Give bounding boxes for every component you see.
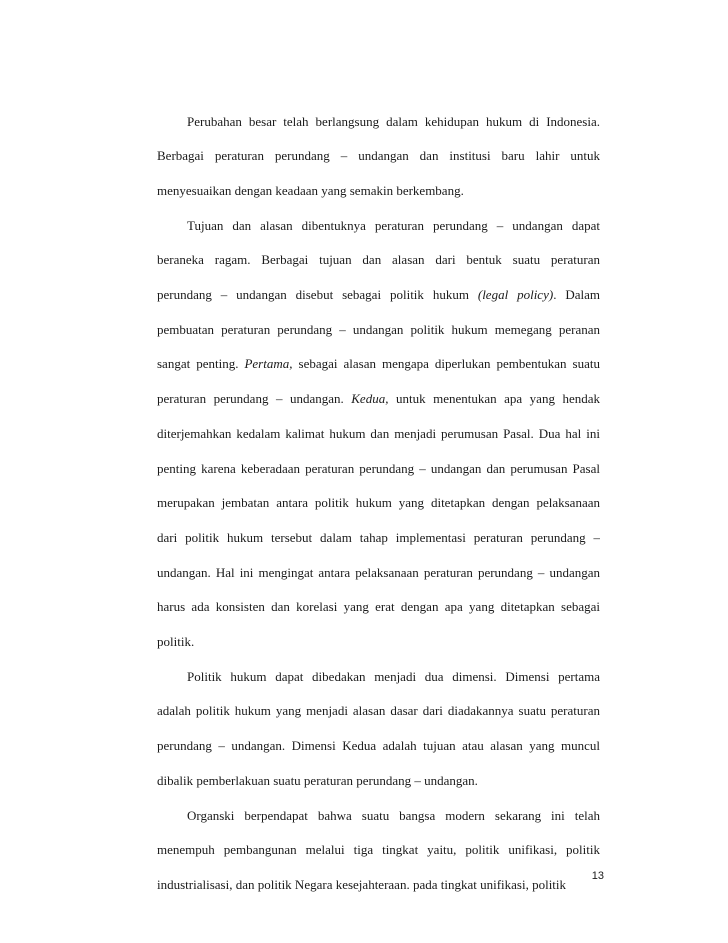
text-line: adalah politik hukum yang menjadi alasan dasar dari diadakannya suatu peraturan xyxy=(157,703,600,719)
text-line: harus ada konsisten dan korelasi yang erat dengan apa yang ditetapkan sebagai xyxy=(157,599,600,615)
italic-term: (legal policy) xyxy=(477,287,554,302)
text-run: . Dalam xyxy=(553,287,600,302)
text-line: Politik hukum dapat dibedakan menjadi dua dimensi. Dimensi pertama xyxy=(187,668,600,684)
italic-term: Kedua, xyxy=(351,391,389,407)
text-line: dari politik hukum tersebut dalam tahap implementasi peraturan perundang – xyxy=(157,529,600,545)
text-line: Perubahan besar telah berlangsung dalam kehidupan hukum di Indonesia. xyxy=(187,113,600,129)
text-line: Berbagai peraturan perundang – undangan dan institusi baru lahir untuk xyxy=(157,148,600,164)
text-line: diterjemahkan kedalam kalimat hukum dan menjadi perumusan Pasal. Dua hal ini xyxy=(157,425,600,441)
page-number: 13 xyxy=(591,870,604,882)
text-line: pembuatan peraturan perundang – undangan politik hukum memegang peranan xyxy=(157,321,600,337)
text-line: merupakan jembatan antara politik hukum yang ditetapkan dengan pelaksanaan xyxy=(157,495,600,511)
text-run: untuk menentukan apa yang hendak xyxy=(388,391,600,407)
text-line xyxy=(157,285,600,305)
text-run: peraturan perundang – undangan. xyxy=(157,391,352,407)
text-line: perundang – undangan. Dimensi Kedua adalah tujuan atau alasan yang muncul xyxy=(157,738,600,754)
text-line: undangan. Hal ini mengingat antara pelaksanaan peraturan perundang – undangan xyxy=(157,564,600,580)
text-run: sangat penting. xyxy=(157,356,245,372)
text-line xyxy=(157,354,600,374)
text-line: Organski berpendapat bahwa suatu bangsa modern sekarang ini telah xyxy=(187,807,600,823)
text-line: penting karena keberadaan peraturan perundang – undangan dan perumusan Pasal xyxy=(157,460,600,476)
text-run: sebagai alasan mengapa diperlukan pembentukan suatu xyxy=(292,356,600,372)
italic-term: Pertama, xyxy=(244,356,293,372)
text-line: menyesuaikan dengan keadaan yang semakin berkembang. xyxy=(157,182,464,198)
text-run: perundang – undangan disebut sebagai politik hukum xyxy=(157,287,478,302)
text-line: politik. xyxy=(157,634,195,649)
text-line: dibalik pemberlakuan suatu peraturan perundang – undangan. xyxy=(157,772,478,788)
text-line: menempuh pembangunan melalui tiga tingkat yaitu, politik unifikasi, politik xyxy=(157,842,600,858)
text-line xyxy=(157,389,600,409)
text-line: Tujuan dan alasan dibentuknya peraturan perundang – undangan dapat xyxy=(187,217,600,233)
text-line: beraneka ragam. Berbagai tujuan dan alasan dari bentuk suatu peraturan xyxy=(157,252,600,268)
text-line: industrialisasi, dan politik Negara kesejahteraan. pada tingkat unifikasi, politik xyxy=(157,876,567,892)
